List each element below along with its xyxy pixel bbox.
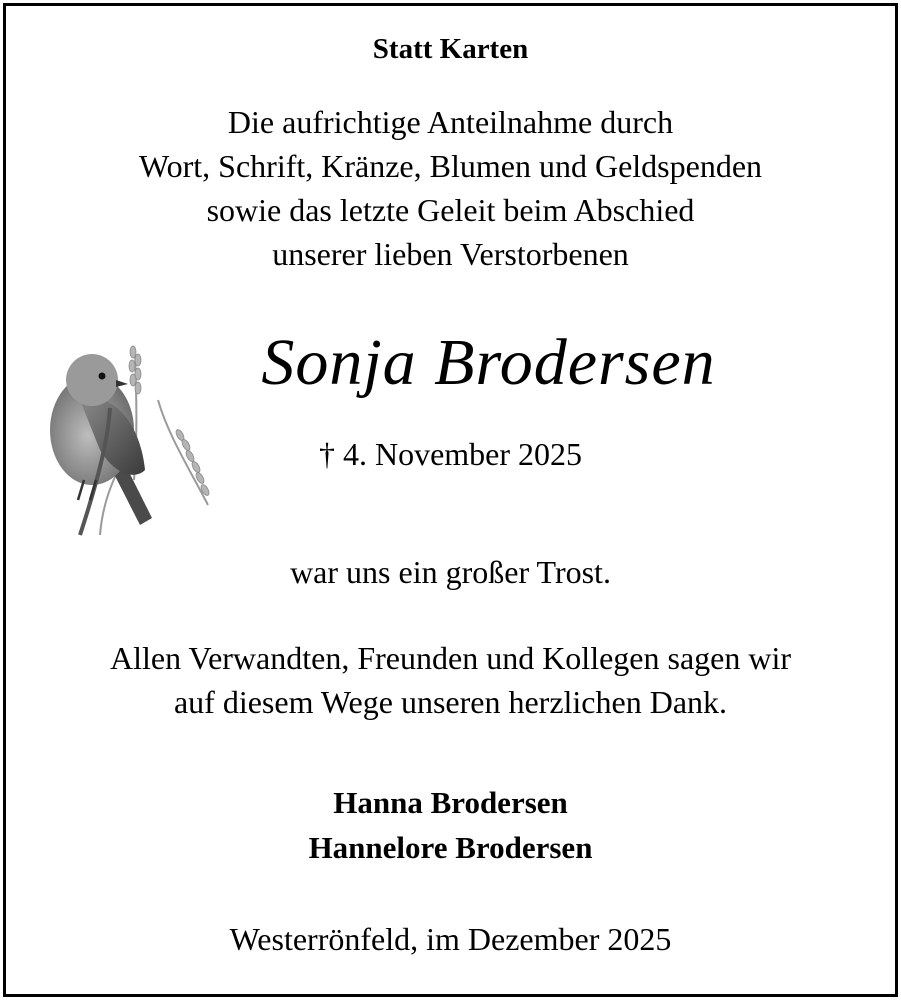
signer-2: Hannelore Brodersen	[308, 830, 593, 865]
thanks-line-1: Allen Verwandten, Freunden und Kollegen sagen wir	[109, 640, 791, 676]
notice-heading: Statt Karten	[372, 33, 529, 65]
place-date: Westerrönfeld, im Dezember 2025	[229, 921, 672, 957]
thanks-line-2: auf diesem Wege unseren herzlichen Dank.	[173, 684, 728, 720]
intro-line-2: Wort, Schrift, Kränze, Blumen und Geldspenden	[138, 148, 763, 184]
trost-line: war uns ein großer Trost.	[290, 554, 611, 590]
death-date: † 4. November 2025	[318, 436, 583, 472]
intro-line-4: unserer lieben Verstorbenen	[272, 236, 629, 272]
deceased-name: Sonja Brodersen	[261, 326, 716, 399]
intro-line-1: Die aufrichtige Anteilnahme durch	[227, 104, 674, 140]
intro-line-3: sowie das letzte Geleit beim Abschied	[206, 192, 695, 228]
signer-1: Hanna Brodersen	[333, 785, 568, 820]
